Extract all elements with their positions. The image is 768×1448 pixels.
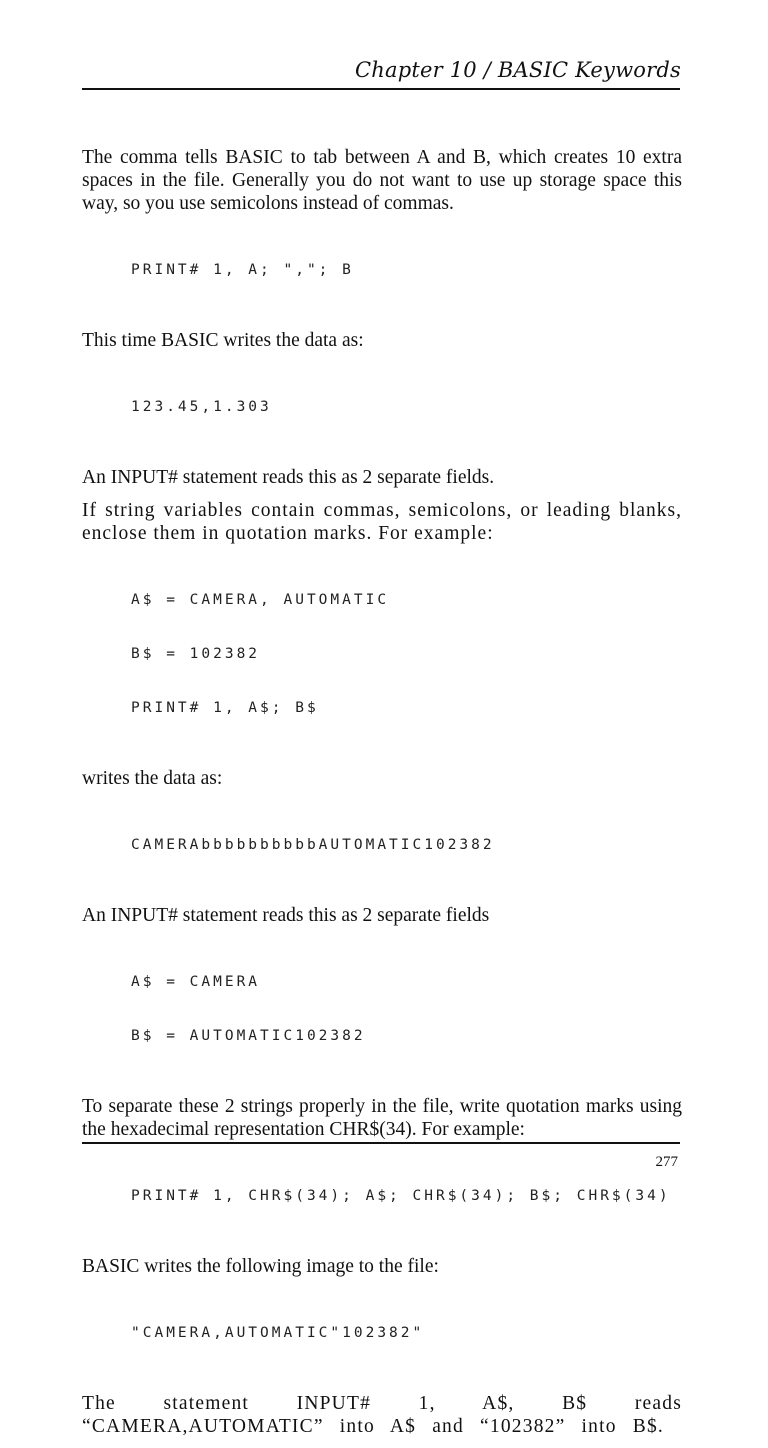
code-line: A$ = CAMERA xyxy=(131,974,261,990)
paragraph-separate-strings: To separate these 2 strings properly in the file, write quotation marks using the hexadecimal representation CHR$(34). For example: xyxy=(82,1096,682,1140)
header-rule xyxy=(82,88,680,90)
code-line: CAMERAbbbbbbbbbbAUTOMATIC102382 xyxy=(131,837,495,853)
code-line: PRINT# 1, A$; B$ xyxy=(131,700,319,716)
code-print-chr34 xyxy=(82,1151,682,1241)
code-line: B$ = AUTOMATIC102382 xyxy=(131,1028,366,1044)
footer-rule xyxy=(82,1142,680,1144)
paragraph-input-statement: The statement INPUT# 1, A$, B$ reads “CAMERA,AUTOMATIC” into A$ and “102382” into B$. xyxy=(82,1393,682,1437)
code-line: "CAMERA,AUTOMATIC"102382" xyxy=(131,1325,425,1341)
paragraph-writes-image: BASIC writes the following image to the file: xyxy=(82,1256,439,1277)
code-line: 123.45,1.303 xyxy=(131,399,272,415)
code-line: A$ = CAMERA, AUTOMATIC xyxy=(131,592,390,608)
paragraph-string-variables: If string variables contain commas, semicolons, or leading blanks, enclose them in quotation marks. For example: xyxy=(82,500,682,544)
page-content xyxy=(82,146,682,1448)
code-string-example xyxy=(82,555,682,753)
code-line: PRINT# 1, A; ","; B xyxy=(131,262,354,278)
chapter-header: Chapter 10 / BASIC Keywords xyxy=(355,58,681,82)
code-output-quoted xyxy=(82,1288,682,1378)
code-line: PRINT# 1, CHR$(34); A$; CHR$(34); B$; CHR$(34) xyxy=(131,1188,671,1204)
paragraph-writes-data-as: writes the data as: xyxy=(82,768,223,789)
paragraph-comma-tabs: The comma tells BASIC to tab between A and B, which creates 10 extra spaces in the file. Generally you do not want to use up storage space this way, so you use semicolons instead of commas. xyxy=(82,147,682,214)
code-line: B$ = 102382 xyxy=(131,646,261,662)
paragraph-input-two-fields: An INPUT# statement reads this as 2 separate fields xyxy=(82,905,490,926)
code-output-numbers xyxy=(82,362,682,452)
page-number: 277 xyxy=(655,1154,678,1170)
code-fields-result xyxy=(82,937,682,1081)
paragraph-writes-data: This time BASIC writes the data as: xyxy=(82,330,364,351)
paragraph-input-fields: An INPUT# statement reads this as 2 separate fields. xyxy=(82,467,495,488)
code-output-camera xyxy=(82,800,682,890)
code-print-comma xyxy=(82,225,682,315)
